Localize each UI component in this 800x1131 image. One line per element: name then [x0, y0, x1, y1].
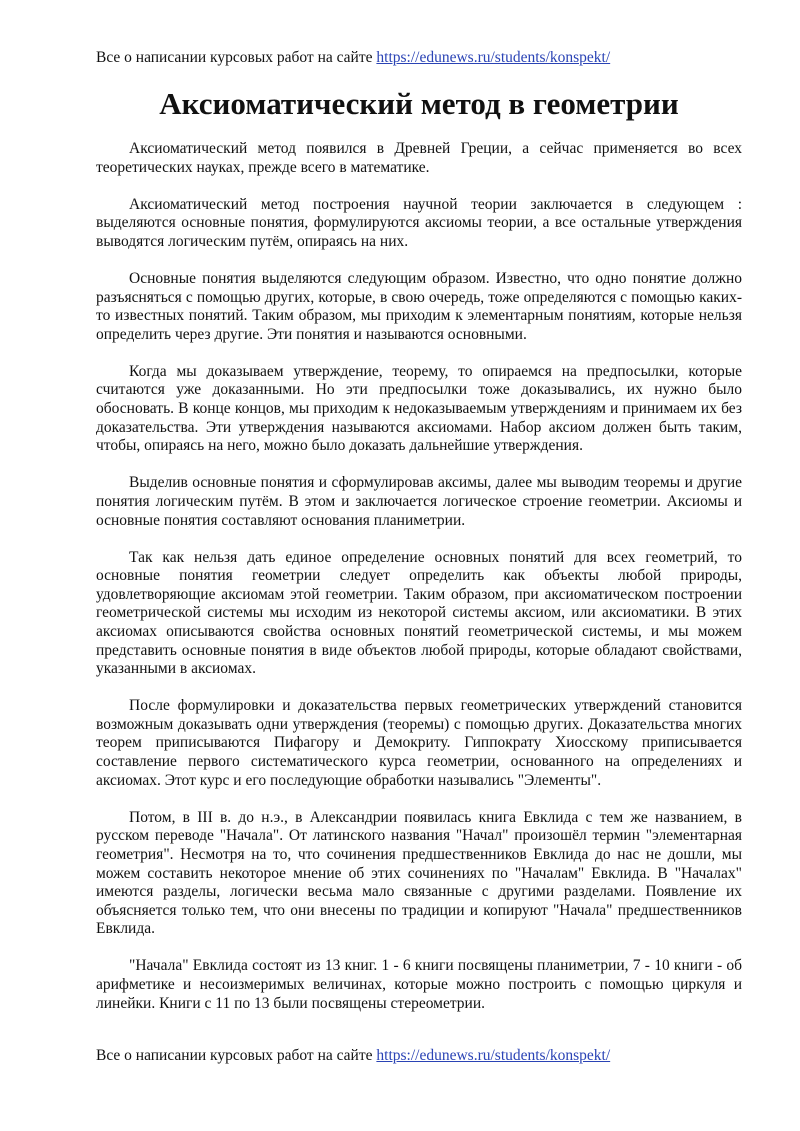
header-link[interactable]: https://edunews.ru/students/konspekt/	[376, 49, 611, 66]
page-header	[96, 48, 610, 67]
document-body	[96, 140, 742, 1032]
paragraph: После формулировки и доказательства первых геометрических утверждений становится возможным доказывать одни утверждения (теоремы) с помощью других. Доказательства многих теорем приписываются Пифагору и Демокриту. Гиппократу Хиосскому приписывается составление первого систематического курса геометрии, основанного на определениях и аксиомах. Этот курс и его последующие обработки назывались "Элементы".	[96, 697, 742, 789]
page-footer	[96, 1046, 610, 1065]
footer-link[interactable]: https://edunews.ru/students/konspekt/	[376, 1047, 611, 1064]
paragraph: Выделив основные понятия и сформулировав аксимы, далее мы выводим теоремы и другие понятия логическим путём. В этом и заключается логическое строение геометрии. Аксиомы и основные понятия составляют основания планиметрии.	[96, 474, 742, 529]
header-text: Все о написании курсовых работ на сайте	[96, 49, 377, 66]
paragraph: Аксиоматический метод построения научной теории заключается в следующем : выделяются основные понятия, формулируются аксиомы теории, а все остальные утверждения выводятся логическим путём, опираясь на них.	[96, 195, 742, 250]
document-title: Аксиоматический метод в геометрии	[159, 86, 679, 121]
paragraph: Аксиоматический метод появился в Древней Греции, а сейчас применяется во всех теоретических науках, прежде всего в математике.	[96, 140, 742, 176]
paragraph: Потом, в III в. до н.э., в Александрии появилась книга Евклида с тем же названием, в русском переводе "Начала". От латинского названия "Начал" произошёл термин "элементарная геометрия". Несмотря на то, что сочинения предшественников Евклида до нас не дошли, мы можем составить некоторое мнение об этих сочинениях по "Началам" Евклида. В "Началах" имеются разделы, логически весьма мало связанные с другими разделами. Появление их объясняется только тем, что они внесены по традиции и копируют "Начала" предшественников Евклида.	[96, 808, 742, 938]
paragraph: Когда мы доказываем утверждение, теорему, то опираемся на предпосылки, которые считаются уже доказанными. Но эти предпосылки тоже доказывались, их нужно было обосновать. В конце концов, мы приходим к недоказываемым утверждениям и принимаем их без доказательства. Эти утверждения называются аксиомами. Набор аксиом должен быть таким, чтобы, опираясь на него, можно было доказать дальнейшие утверждения.	[96, 362, 742, 455]
paragraph: Так как нельзя дать единое определение основных понятий для всех геометрий, то основные понятия геометрии следует определить как объекты любой природы, удовлетворяющие аксиомам этой геометрии. Таким образом, при аксиоматическом построении геометрической системы мы исходим из некоторой системы аксиом, или аксиоматики. В этих аксиомах описываются свойства основных понятий геометрической системы, и мы можем представить основные понятия в виде объектов любой природы, которые обладают свойствами, указанными в аксиомах.	[96, 548, 742, 678]
paragraph: Основные понятия выделяются следующим образом. Известно, что одно понятие должно разъясняться с помощью других, которые, в свою очередь, тоже определяются с помощью каких-то известных понятий. Таким образом, мы приходим к элементарным понятиям, которые нельзя определить через другие. Эти понятия и называются основными.	[96, 269, 742, 343]
paragraph: "Начала" Евклида состоят из 13 книг. 1 - 6 книги посвящены планиметрии, 7 - 10 книги - об арифметике и несоизмеримых величинах, которые можно построить с помощью циркуля и линейки. Книги с 11 по 13 были посвящены стереометрии.	[96, 957, 742, 1012]
footer-text: Все о написании курсовых работ на сайте	[96, 1047, 377, 1064]
